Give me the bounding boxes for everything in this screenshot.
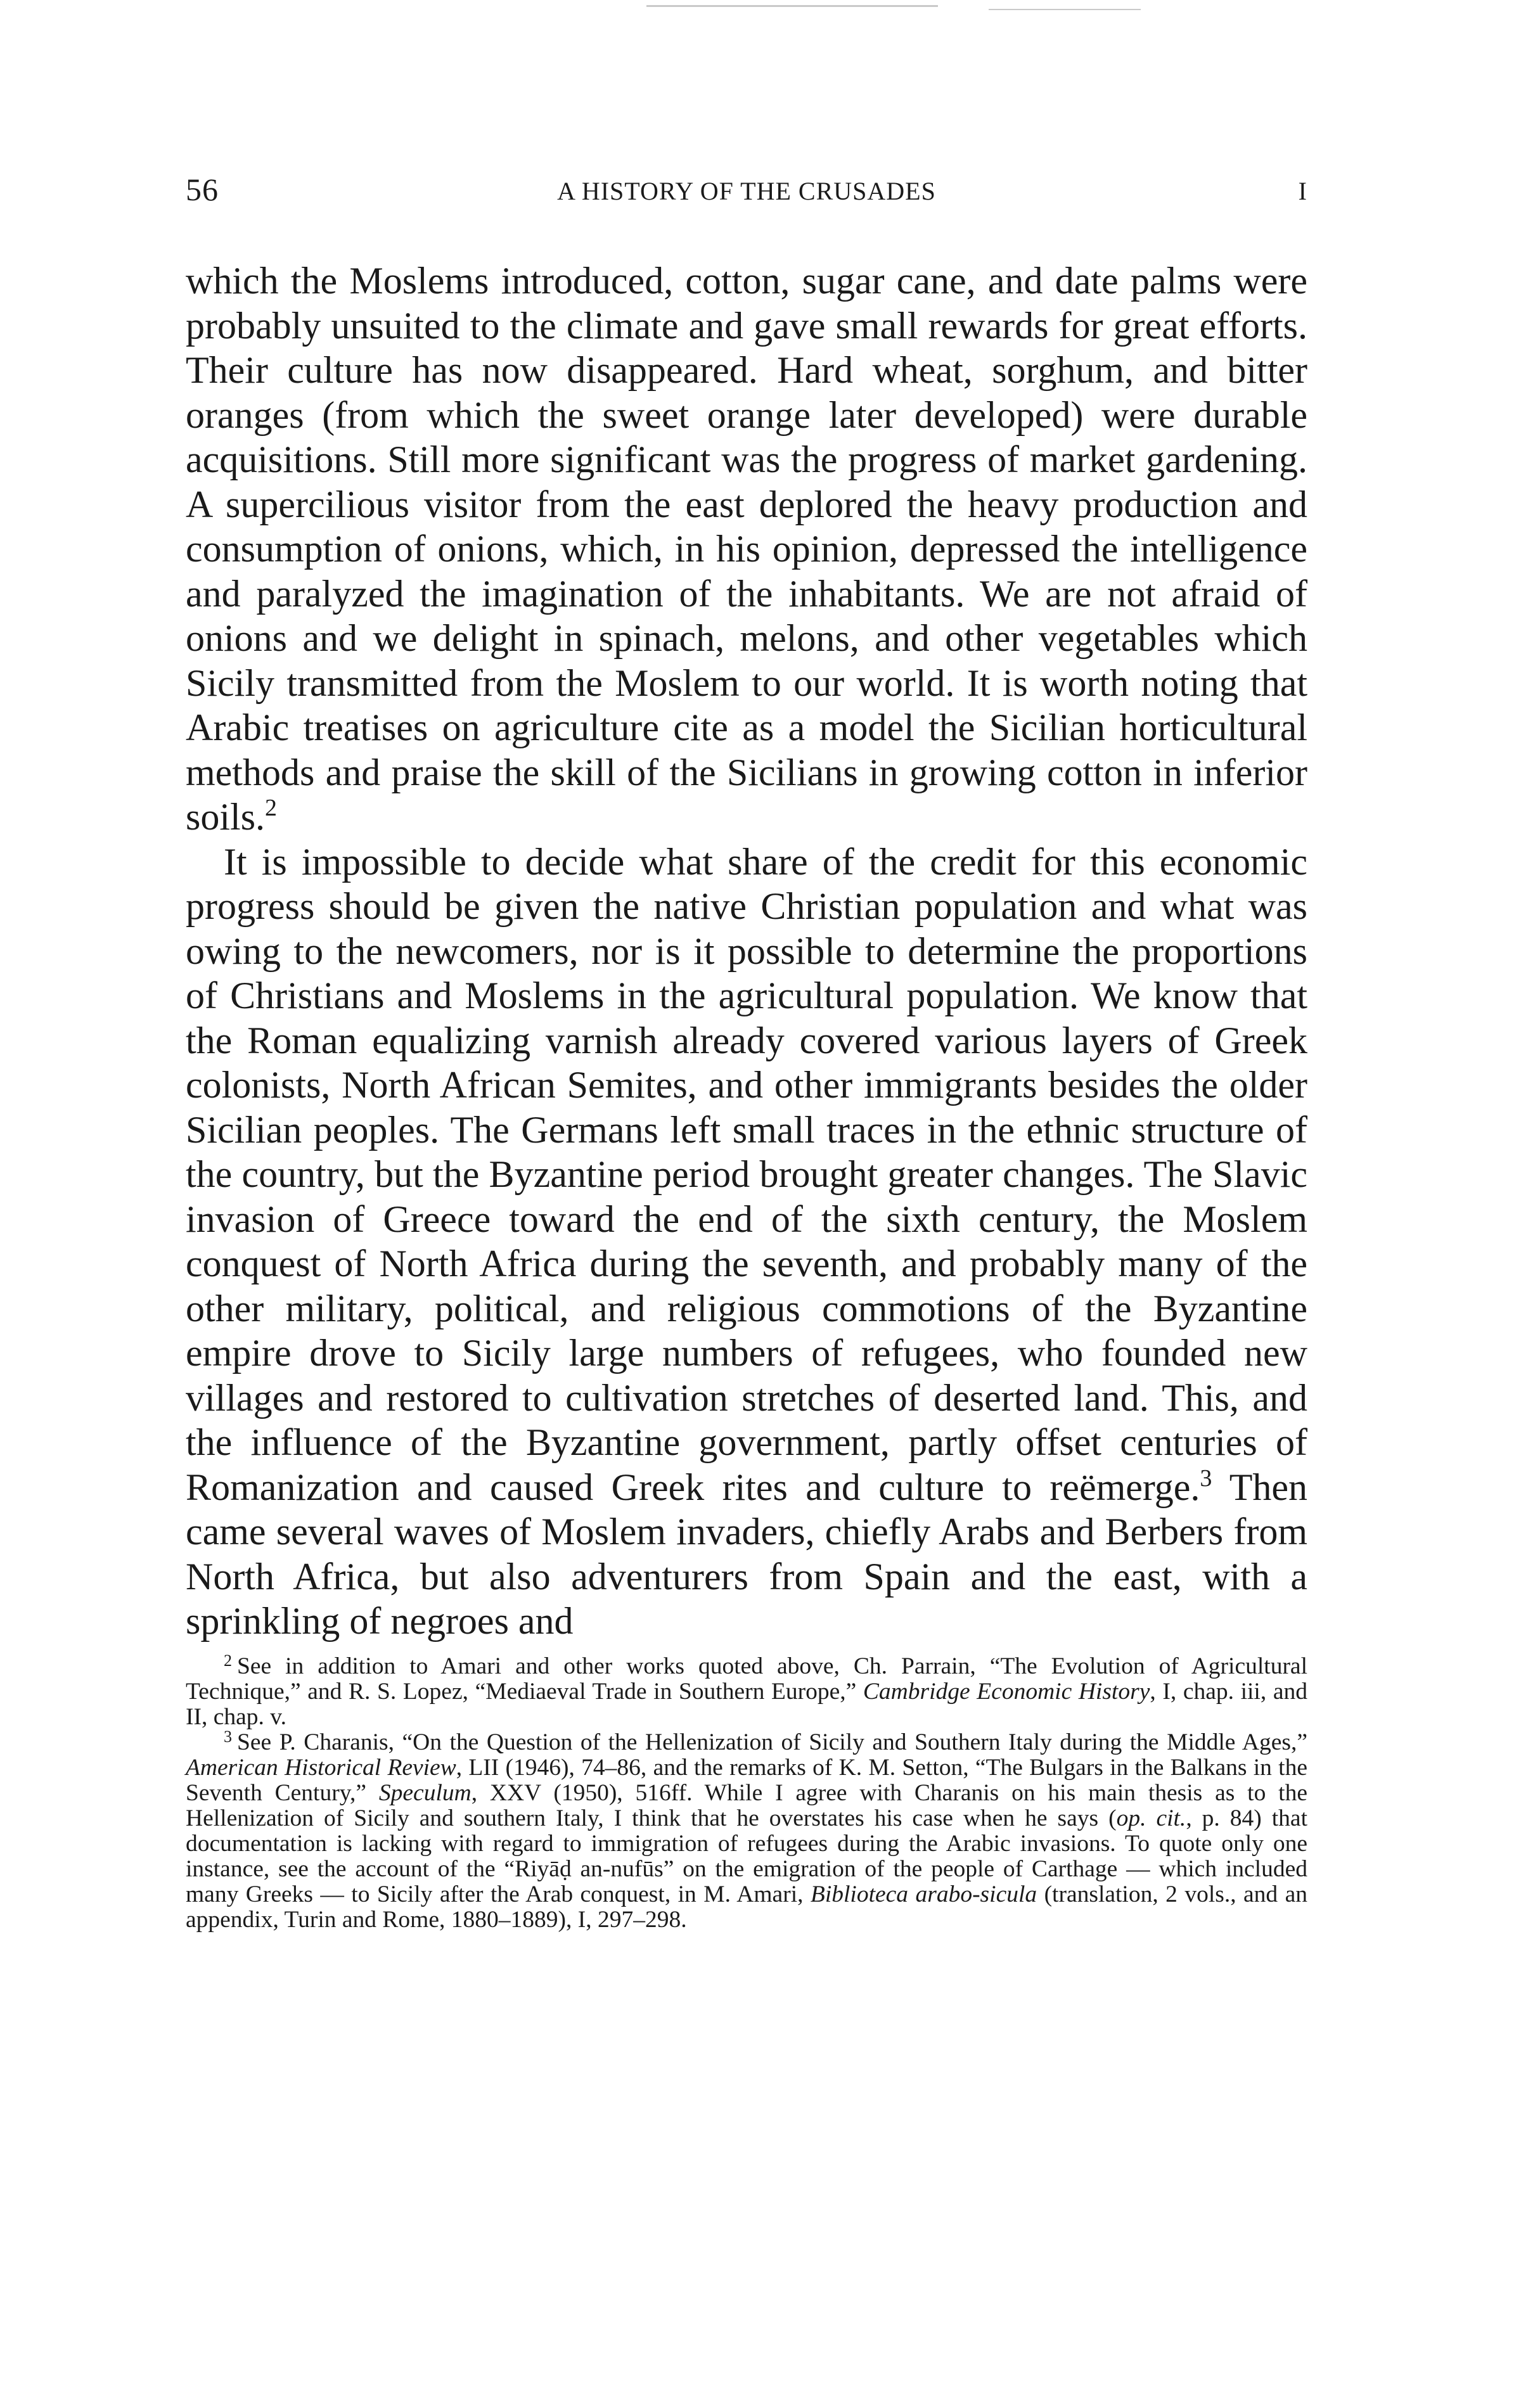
scan-artifact-line xyxy=(646,5,938,7)
footnote-marker: 2 xyxy=(224,1651,232,1670)
footnote-title: American Historical Review xyxy=(186,1754,456,1781)
footnote-ref: 2 xyxy=(265,795,278,821)
footnote-2 xyxy=(186,1651,1307,1730)
footnote-text: , p. 84) that documentation is lacking with regard to immigration of refugees during the Arabic invasions. To quote only one instance, see the account of the “Riyāḍ an-nufūs” on the emigration of the people of Carthage — which included many Greeks — to Sicily after the Arab conquest, in M. Amari, xyxy=(186,1805,1307,1907)
footnote-text: , LII (1946), 74–86, and the remarks of K. M. Setton, “The Bulgars in the Balkans in the Seventh Century,” xyxy=(186,1754,1307,1806)
running-head xyxy=(186,171,1307,215)
footnotes xyxy=(186,1651,1308,1933)
scan-artifact-line xyxy=(989,9,1141,10)
footnote-text: (translation, 2 vols., and an appendix, Turin and Rome, 1880–1889), I, 297–298. xyxy=(186,1881,1308,1933)
footnote-3 xyxy=(186,1727,1308,1933)
footnote-text: See in addition to Amari and other works quoted above, Ch. Parrain, “The Evolution of Agricultural Technique,” and R. S. Lopez, “Mediaeval Trade in Southern Europe,” xyxy=(186,1653,1307,1705)
footnote-title: Biblioteca arabo-sicula xyxy=(810,1881,1037,1907)
paragraph-text: It is impossible to decide what share of the credit for this economic progress should be given the native Christian population and what was owing to the newcomers, nor is it possible to determine the proportions of Christians and Moslems in the agricultural population. We know that the Roman equalizing varnish already covered various layers of Greek colonists, North African Semites, and other immigrants besides the older Sicilian peoples. The Germans left small traces in the ethnic structure of the country, but the Byzantine period brought greater changes. The Slavic invasion of Greece toward the end of the sixth century, the Moslem conquest of North Africa during the seventh, and probably many of the other military, political, and religious commotions of the Byzantine empire drove to Sicily large numbers of refugees, who founded new villages and restored to cultivation stretches of deserted land. This, and the influence of the Byzantine government, partly offset centuries of Romanization and caused Greek rites and culture to reëmerge. xyxy=(186,840,1307,1508)
footnote-marker: 3 xyxy=(224,1727,232,1746)
page-number: 56 xyxy=(186,172,219,207)
footnote-text: See P. Charanis, “On the Question of the Hellenization of Sicily and Southern Italy during the Middle Ages,” xyxy=(237,1729,1307,1755)
paragraph xyxy=(186,840,1307,1644)
body-text xyxy=(186,259,1307,1644)
footnote-title: op. cit. xyxy=(1116,1805,1186,1831)
footnote-text: , XXV (1950), 516ff. While I agree with Charanis on his main thesis as to the Hellenization of Sicily and southern Italy, I think that he overstates his case when he says ( xyxy=(186,1779,1307,1831)
volume-number: I xyxy=(1298,177,1307,205)
footnote-title: Cambridge Economic History xyxy=(863,1678,1150,1705)
footnote-title: Speculum xyxy=(378,1779,472,1806)
paragraph xyxy=(186,259,1307,840)
book-page xyxy=(186,171,1307,1933)
paragraph-text: which the Moslems introduced, cotton, sugar cane, and date palms were probably unsuited to the climate and gave small rewards for great efforts. Their culture has now disappeared. Hard wheat, sorghum, and bitter oranges (from which the sweet orange later developed) were durable acquisitions. Still more significant was the progress of market gardening. A supercilious visitor from the east deplored the heavy production and consumption of onions, which, in his opinion, depressed the intelligence and paralyzed the imagination of the inhabitants. We are not afraid of onions and we delight in spinach, melons, and other vegetables which Sicily transmitted from the Moslem to our world. It is worth noting that Arabic treatises on agriculture cite as a model the Sicilian horticultural methods and praise the skill of the Sicilians in growing cotton in inferior soils. xyxy=(186,260,1307,838)
paragraph-text: Then came several waves of Moslem invaders, chiefly Arabs and Berbers from North Africa, but also adventurers from Spain and the east, with a sprinkling of negroes and xyxy=(186,1466,1307,1642)
footnote-ref: 3 xyxy=(1200,1464,1212,1492)
footnote-text: , I, chap. iii, and II, chap. v. xyxy=(186,1678,1307,1730)
running-title: A HISTORY OF THE CRUSADES xyxy=(557,177,936,205)
